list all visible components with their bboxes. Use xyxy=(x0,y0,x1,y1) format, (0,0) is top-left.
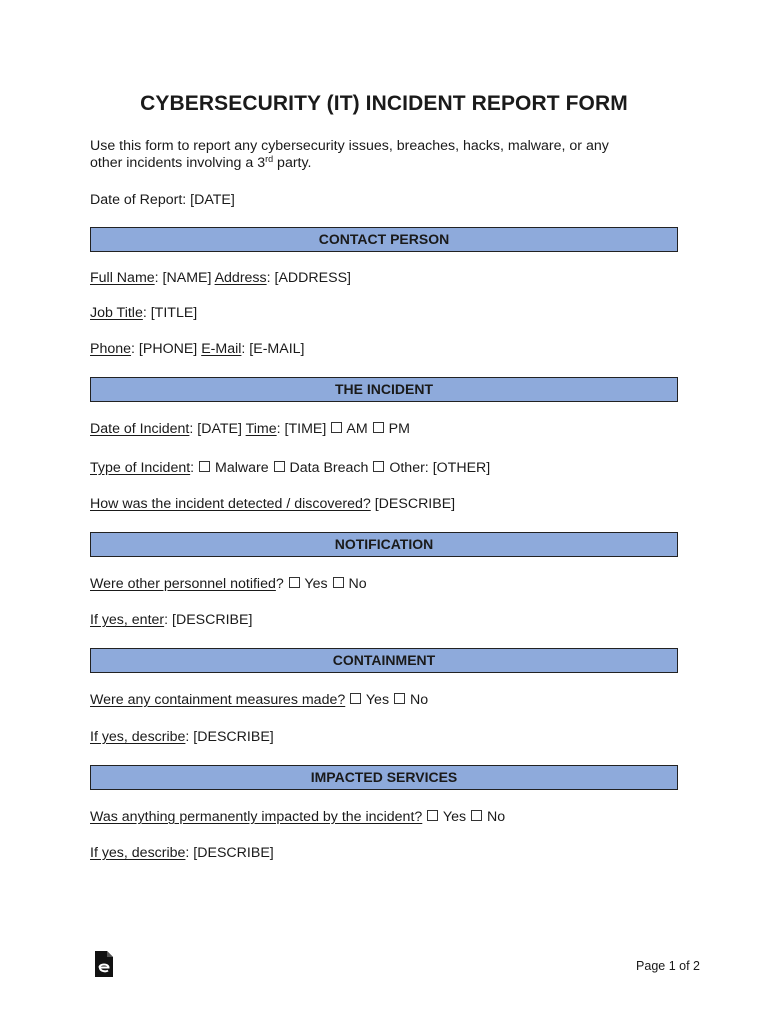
job-title-row xyxy=(90,304,197,322)
detected-value[interactable]: [DESCRIBE] xyxy=(370,496,456,512)
date-of-incident-value[interactable]: : [DATE] xyxy=(189,421,246,437)
notified-tail: ? xyxy=(275,576,288,592)
other-checkbox[interactable] xyxy=(373,461,384,472)
date-of-report-row xyxy=(90,191,235,209)
job-title-value[interactable]: : [TITLE] xyxy=(142,305,198,321)
containment-yes-label: Yes xyxy=(365,692,390,708)
impacted-yes-label: Yes xyxy=(442,809,467,825)
notified-row xyxy=(90,575,367,593)
section-header-incident: THE INCIDENT xyxy=(90,377,678,402)
containment-ifyes-label: If yes, describe xyxy=(90,729,186,745)
full-name-label: Full Name xyxy=(90,270,155,286)
section-header-impacted: IMPACTED SERVICES xyxy=(90,765,678,790)
am-label: AM xyxy=(346,421,368,437)
notification-ifyes-row xyxy=(90,611,252,629)
job-title-label: Job Title xyxy=(90,305,143,321)
other-label[interactable]: Other: [OTHER] xyxy=(389,460,491,476)
email-value[interactable]: : [E-MAIL] xyxy=(241,341,305,357)
notified-label: Were other personnel notified xyxy=(90,576,276,592)
notified-no-label: No xyxy=(348,576,367,592)
time-value[interactable]: : [TIME] xyxy=(276,421,331,437)
intro-line-2: other incidents involving a 3 xyxy=(90,155,266,171)
type-of-incident-label: Type of Incident xyxy=(90,460,191,476)
form-title: CYBERSECURITY (IT) INCIDENT REPORT FORM xyxy=(140,92,628,115)
containment-no-checkbox[interactable] xyxy=(394,693,405,704)
date-of-report-label: Date of Report xyxy=(90,192,183,208)
form-intro xyxy=(90,138,670,172)
section-header-contact: CONTACT PERSON xyxy=(90,227,678,252)
address-label: Address xyxy=(214,270,267,286)
malware-checkbox[interactable] xyxy=(199,461,210,472)
notification-ifyes-label: If yes, enter xyxy=(90,612,165,628)
intro-line-1: Use this form to report any cybersecurity issues, breaches, hacks, malware, or any xyxy=(90,138,609,154)
impacted-row xyxy=(90,808,505,826)
address-value[interactable]: : [ADDRESS] xyxy=(266,270,351,286)
data-breach-label: Data Breach xyxy=(289,460,369,476)
date-of-incident-row xyxy=(90,420,410,438)
phone-value[interactable]: : [PHONE] xyxy=(131,341,202,357)
phone-email-row xyxy=(90,340,304,358)
full-name-row xyxy=(90,269,351,287)
email-label: E-Mail xyxy=(201,341,242,357)
intro-superscript: rd xyxy=(265,154,274,164)
pm-label: PM xyxy=(388,421,410,437)
notified-yes-checkbox[interactable] xyxy=(289,577,300,588)
eforms-logo-icon xyxy=(94,950,114,978)
am-checkbox[interactable] xyxy=(331,422,342,433)
notification-ifyes-value[interactable]: : [DESCRIBE] xyxy=(164,612,253,628)
impacted-ifyes-row xyxy=(90,844,274,862)
page-number: Page 1 of 2 xyxy=(636,959,700,973)
impacted-no-label: No xyxy=(486,809,506,825)
detected-label: How was the incident detected / discovered? xyxy=(90,496,371,512)
containment-label: Were any containment measures made? xyxy=(90,692,346,708)
detected-row xyxy=(90,495,455,513)
containment-ifyes-row xyxy=(90,728,274,746)
notified-no-checkbox[interactable] xyxy=(333,577,344,588)
impacted-no-checkbox[interactable] xyxy=(471,810,482,821)
date-of-report-value[interactable]: : [DATE] xyxy=(182,192,235,208)
intro-line-2-end: party. xyxy=(273,155,312,171)
impacted-yes-checkbox[interactable] xyxy=(427,810,438,821)
phone-label: Phone xyxy=(90,341,132,357)
type-separator: : xyxy=(190,460,199,476)
containment-yes-checkbox[interactable] xyxy=(350,693,361,704)
impacted-ifyes-label: If yes, describe xyxy=(90,845,186,861)
malware-label: Malware xyxy=(215,460,269,476)
pm-checkbox[interactable] xyxy=(373,422,384,433)
impacted-label: Was anything permanently impacted by the incident? xyxy=(90,809,423,825)
containment-row xyxy=(90,691,428,709)
type-of-incident-row xyxy=(90,459,490,477)
section-header-containment: CONTAINMENT xyxy=(90,648,678,673)
containment-no-label: No xyxy=(409,692,429,708)
containment-ifyes-value[interactable]: : [DESCRIBE] xyxy=(185,729,274,745)
full-name-value[interactable]: : [NAME] xyxy=(154,270,215,286)
impacted-ifyes-value[interactable]: : [DESCRIBE] xyxy=(185,845,274,861)
date-of-incident-label: Date of Incident xyxy=(90,421,190,437)
time-label: Time xyxy=(245,421,277,437)
data-breach-checkbox[interactable] xyxy=(274,461,285,472)
notified-yes-label: Yes xyxy=(304,576,328,592)
section-header-notification: NOTIFICATION xyxy=(90,532,678,557)
